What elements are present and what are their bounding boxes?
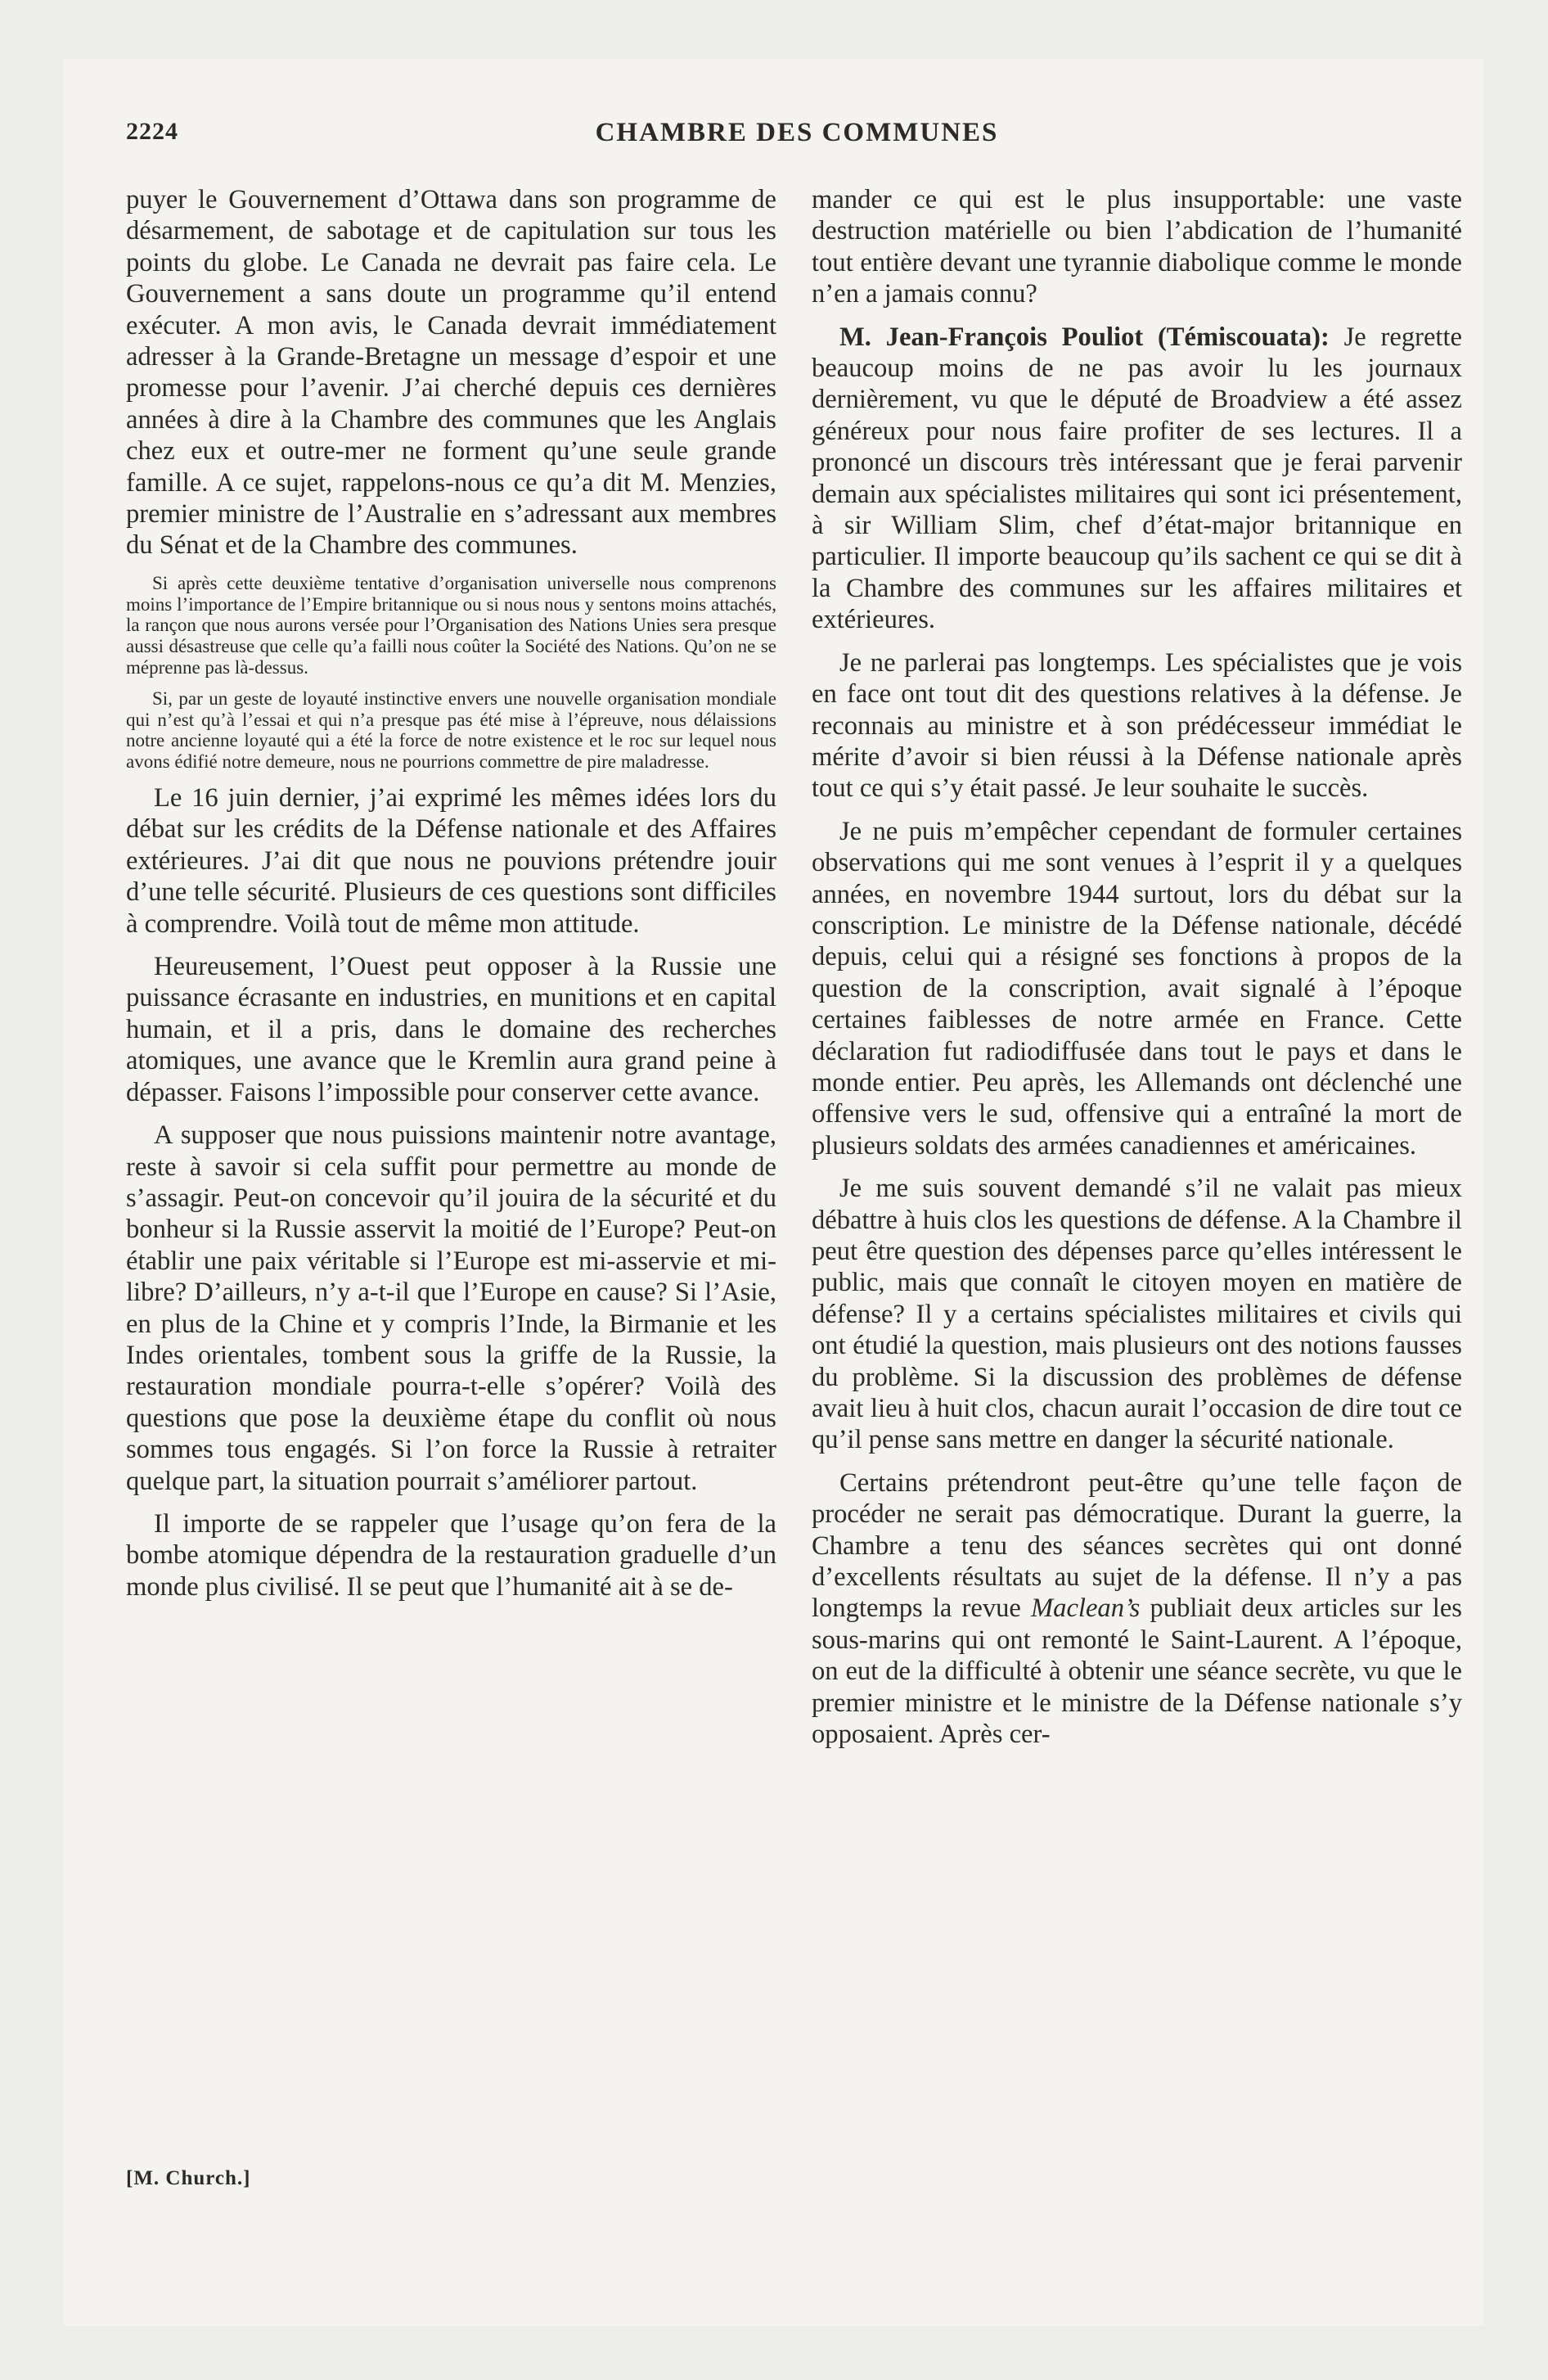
block-quote: Si, par un geste de loyauté instinctive envers une nouvelle organisation mondiale qui n’est qu’à l’essai et qui n’a presque pas été mise à l’épreuve, nous délaissions notre ancienne loyauté qui a été la force de notre existence et le roc sur lequel nous avons édifié notre demeure, nous ne pourrions commettre de pire maladresse. — [126, 687, 776, 773]
paragraph: Je ne puis m’empêcher cependant de formuler certaines observations qui me sont venues à l’esprit il y a quelques années, en novembre 1944 surtout, lors du débat sur la conscription. Le ministre de la Défense nationale, décédé depuis, celui qui a résigné ses fonctions à propos de la question de la conscription, avait signalé à l’époque certaines faiblesses de notre armée en France. Cette déclaration fut radiodiffusée dans tout le pays et dans le monde entier. Peu après, les Allemands ont déclenché une offensive vers le sud, offensive qui a entraîné la mort de plusieurs soldats des armées canadiennes et américaines. — [812, 816, 1462, 1161]
paragraph: Le 16 juin dernier, j’ai exprimé les mêmes idées lors du débat sur les crédits de la Défense nationale et des Affaires extérieures. J’ai dit que nous ne pouvions prétendre jouir d’une telle sécurité. Plusieurs de ces questions sont difficiles à comprendre. Voilà tout de même mon attitude. — [126, 783, 776, 939]
running-head: CHAMBRE DES COMMUNES — [595, 118, 999, 147]
paragraph: A supposer que nous puissions maintenir notre avantage, reste à savoir si cela suffit pour permettre au monde de s’assagir. Peut-on concevoir qu’il jouira de la sécurité et du bonheur si la Russie asservit la moitié de l’Europe? Peut-on établir une paix véritable si l’Europe est mi-asservie et mi-libre? D’ailleurs, n’y a-t-il que l’Europe en cause? Si l’Asie, en plus de la Chine et y compris l’Inde, la Birmanie et les Indes orientales, tombent sous la griffe de la Russie, la restauration mondiale pourra-t-elle s’opérer? Voilà des questions que pose la deuxième étape du conflit où nous sommes tous engagés. Si l’on force la Russie à retraiter quelque part, la situation pourrait s’améliorer partout. — [126, 1120, 776, 1496]
speaker-paragraph — [812, 322, 1462, 636]
page-number: 2224 — [126, 118, 178, 145]
paragraph: Je ne parlerai pas longtemps. Les spécialistes que je vois en face ont tout dit des questions relatives à la défense. Je reconnais au ministre et à son prédécesseur immédiat le mérite d’avoir si bien réussi à la Défense nationale après tout ce qui s’y était passé. Je leur souhaite le succès. — [812, 647, 1462, 804]
left-column — [126, 184, 776, 1614]
page-header — [126, 118, 1468, 156]
paragraph: Il importe de se rappeler que l’usage qu’on fera de la bombe atomique dépendra de la restauration graduelle d’un monde plus civilisé. Il se peut que l’humanité ait à se de- — [126, 1508, 776, 1602]
speaker-attribution: [M. Church.] — [126, 2167, 251, 2189]
paragraph: puyer le Gouvernement d’Ottawa dans son programme de désarmement, de sabotage et de capitulation sur tous les points du globe. Le Canada ne devrait pas faire cela. Le Gouvernement a sans doute un programme qu’il entend exécuter. A mon avis, le Canada devrait immédiatement adresser à la Grande-Bretagne un message d’espoir et une promesse pour l’avenir. J’ai cherché depuis ces dernières années à dire à la Chambre des communes que les Anglais chez eux et outre-mer ne forment qu’une seule grande famille. A ce sujet, rappelons-nous ce qu’a dit M. Menzies, premier ministre de l’Australie en s’adressant aux membres du Sénat et de la Chambre des communes. — [126, 185, 776, 561]
speech-text: Je regrette beaucoup moins de ne pas avoir lu les journaux dernièrement, vu que le député de Broadview a été assez généreux pour nous faire profiter de ses lectures. Il a prononcé un discours très intéressant que je ferai parvenir demain aux spécialistes militaires qui sont ici présentement, à sir William Slim, chef d’état-major britannique en particulier. Il importe beaucoup qu’ils sachent ce qui se dit à la Chambre des communes sur les affaires militaires et extérieures. — [812, 322, 1462, 635]
paragraph: Je me suis souvent demandé s’il ne valait pas mieux débattre à huis clos les questions de défense. A la Chambre il peut être question des dépenses parce qu’elles intéressent le public, mais que connaît le citoyen moyen en matière de défense? Il y a certains spécialistes militaires et civils qui ont étudié la question, mais plusieurs ont des notions fausses du problème. Si la discussion des problèmes de défense avait lieu à huit clos, chacun aurait l’occasion de dire tout ce qu’il pense sans mettre en danger la sécurité nationale. — [812, 1174, 1462, 1455]
paragraph: mander ce qui est le plus insupportable: une vaste destruction matérielle ou bien l’abdication de l’humanité tout entière devant une tyrannie diabolique comme le monde n’en a jamais connu? — [812, 185, 1462, 309]
speaker-name: M. Jean-François Pouliot (Témiscouata): — [839, 322, 1330, 352]
block-quote: Si après cette deuxième tentative d’organisation universelle nous comprenons moins l’importance de l’Empire britannique ou si nous nous y sentons moins attachés, la rançon que nous aurons versée pour l’Organisation des Nations Unies sera presque aussi désastreuse que celle qu’a failli nous coûter la Société des Nations. Qu’on ne se méprenne pas là-dessus. — [126, 572, 776, 678]
paragraph — [812, 1467, 1462, 1751]
paragraph: Heureusement, l’Ouest peut opposer à la Russie une puissance écrasante en industries, en munitions et en capital humain, et il a pris, dans le domaine des recherches atomiques, une avance que le Kremlin aura grand peine à dépasser. Faisons l’impossible pour conserver cette avance. — [126, 952, 776, 1107]
text-run: Certains prétendront peut-être qu’une telle façon de procéder ne serait pas démocratique. Durant la guerre, la Chambre a tenu des séances secrètes qui ont donné d’excellents résultats au sujet de la défense. Il n’y a pas longtemps la revue — [812, 1467, 1462, 1624]
text-run: publiait deux articles sur les sous-marins qui ont remonté le Saint-Laurent. A l’époque, on eut de la difficulté à obtenir une séance secrète, vu que le premier ministre et le ministre de la Défense nationale s’y opposaient. Après cer- — [812, 1593, 1462, 1750]
right-column — [812, 184, 1462, 1762]
magazine-title: Maclean’s — [1031, 1593, 1141, 1624]
